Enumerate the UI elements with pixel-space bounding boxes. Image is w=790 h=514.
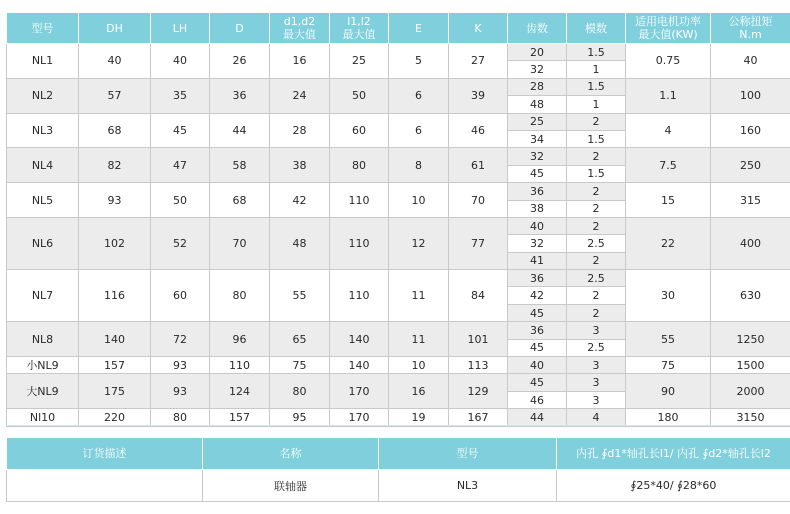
cell-l12: 25 — [330, 44, 389, 79]
spec-table — [6, 12, 790, 427]
cell-teeth: 45 — [508, 339, 567, 356]
cell-d12: 75 — [270, 357, 330, 374]
header-torque-line2: N.m — [739, 28, 762, 41]
cell-teeth: 45 — [508, 165, 567, 182]
table-row — [7, 148, 790, 165]
table-row — [7, 409, 790, 426]
cell-torque: 250 — [711, 148, 790, 183]
cell-module: 2 — [567, 287, 626, 304]
cell-teeth: 25 — [508, 113, 567, 130]
cell-torque: 2000 — [711, 374, 790, 409]
cell-e: 12 — [389, 217, 449, 269]
cell-lh: 35 — [151, 78, 210, 113]
order-header-desc: 订货描述 — [7, 438, 203, 470]
cell-module: 3 — [567, 357, 626, 374]
cell-d12: 95 — [270, 409, 330, 426]
cell-module: 2 — [567, 200, 626, 217]
cell-k: 113 — [449, 357, 508, 374]
cell-d12: 55 — [270, 270, 330, 322]
header-d: D — [210, 13, 270, 44]
cell-e: 16 — [389, 374, 449, 409]
cell-lh: 93 — [151, 374, 210, 409]
cell-d: 124 — [210, 374, 270, 409]
cell-torque: 100 — [711, 78, 790, 113]
cell-e: 11 — [389, 322, 449, 357]
cell-k: 167 — [449, 409, 508, 426]
cell-k: 61 — [449, 148, 508, 183]
header-power-line2: 最大值(KW) — [638, 28, 698, 41]
cell-module: 3 — [567, 391, 626, 408]
cell-lh: 80 — [151, 409, 210, 426]
cell-dh: 102 — [79, 217, 151, 269]
cell-e: 6 — [389, 113, 449, 148]
cell-l12: 110 — [330, 217, 389, 269]
cell-teeth: 40 — [508, 357, 567, 374]
cell-k: 77 — [449, 217, 508, 269]
cell-module: 2 — [567, 304, 626, 321]
cell-power: 75 — [626, 357, 711, 374]
order-model: NL3 — [379, 470, 557, 502]
cell-e: 8 — [389, 148, 449, 183]
header-power — [626, 13, 711, 44]
header-l12-line2: 最大值 — [342, 28, 376, 41]
cell-l12: 140 — [330, 322, 389, 357]
cell-dh: 116 — [79, 270, 151, 322]
cell-model: NL6 — [7, 217, 79, 269]
cell-k: 46 — [449, 113, 508, 148]
cell-d: 157 — [210, 409, 270, 426]
cell-torque: 400 — [711, 217, 790, 269]
order-header-name: 名称 — [203, 438, 379, 470]
cell-l12: 110 — [330, 183, 389, 218]
cell-module: 3 — [567, 374, 626, 391]
order-name: 联轴器 — [203, 470, 379, 502]
header-d12-line2: 最大值 — [283, 28, 316, 41]
cell-teeth: 40 — [508, 217, 567, 234]
table-row — [7, 322, 790, 339]
cell-teeth: 42 — [508, 287, 567, 304]
cell-k: 101 — [449, 322, 508, 357]
cell-module: 2 — [567, 183, 626, 200]
cell-d12: 16 — [270, 44, 330, 79]
cell-e: 6 — [389, 78, 449, 113]
cell-power: 180 — [626, 409, 711, 426]
cell-module: 2 — [567, 148, 626, 165]
cell-module: 3 — [567, 322, 626, 339]
header-module: 模数 — [567, 13, 626, 44]
cell-d12: 28 — [270, 113, 330, 148]
cell-teeth: 32 — [508, 148, 567, 165]
cell-torque: 40 — [711, 44, 790, 79]
cell-d12: 38 — [270, 148, 330, 183]
cell-teeth: 41 — [508, 252, 567, 269]
header-l12-line1: l1,l2 — [347, 15, 371, 28]
table-row — [7, 374, 790, 391]
cell-model: 大NL9 — [7, 374, 79, 409]
cell-power: 55 — [626, 322, 711, 357]
header-d12 — [270, 13, 330, 44]
cell-d12: 80 — [270, 374, 330, 409]
cell-d: 58 — [210, 148, 270, 183]
cell-module: 2 — [567, 113, 626, 130]
cell-d: 110 — [210, 357, 270, 374]
cell-model: 小NL9 — [7, 357, 79, 374]
cell-model: Nl10 — [7, 409, 79, 426]
order-desc — [7, 470, 203, 502]
cell-power: 22 — [626, 217, 711, 269]
cell-k: 129 — [449, 374, 508, 409]
spec-body — [7, 44, 790, 427]
order-row — [7, 470, 790, 502]
cell-power: 4 — [626, 113, 711, 148]
cell-d: 44 — [210, 113, 270, 148]
cell-module: 1.5 — [567, 78, 626, 95]
cell-teeth: 36 — [508, 183, 567, 200]
header-power-line1: 适用电机功率 — [635, 15, 701, 28]
section-divider — [6, 425, 790, 426]
table-row — [7, 217, 790, 234]
cell-teeth: 48 — [508, 96, 567, 113]
cell-teeth: 45 — [508, 304, 567, 321]
cell-power: 7.5 — [626, 148, 711, 183]
order-table — [6, 437, 790, 502]
cell-module: 2.5 — [567, 270, 626, 287]
cell-d12: 65 — [270, 322, 330, 357]
header-torque-line1: 公称扭矩 — [728, 15, 773, 28]
header-dh: DH — [79, 13, 151, 44]
order-header-model: 型号 — [379, 438, 557, 470]
cell-dh: 93 — [79, 183, 151, 218]
cell-torque: 315 — [711, 183, 790, 218]
header-teeth: 齿数 — [508, 13, 567, 44]
cell-module: 1 — [567, 96, 626, 113]
cell-power: 1.1 — [626, 78, 711, 113]
cell-l12: 170 — [330, 409, 389, 426]
cell-torque: 160 — [711, 113, 790, 148]
cell-e: 10 — [389, 357, 449, 374]
header-k: K — [449, 13, 508, 44]
cell-e: 5 — [389, 44, 449, 79]
table-row — [7, 113, 790, 130]
cell-dh: 57 — [79, 78, 151, 113]
cell-teeth: 36 — [508, 322, 567, 339]
order-bore: ∮25*40/ ∮28*60 — [557, 470, 790, 502]
cell-dh: 220 — [79, 409, 151, 426]
header-model: 型号 — [7, 13, 79, 44]
cell-module: 2 — [567, 217, 626, 234]
cell-d: 68 — [210, 183, 270, 218]
cell-l12: 140 — [330, 357, 389, 374]
table-row — [7, 44, 790, 61]
table-row — [7, 357, 790, 374]
cell-k: 84 — [449, 270, 508, 322]
cell-teeth: 45 — [508, 374, 567, 391]
cell-lh: 45 — [151, 113, 210, 148]
cell-d12: 24 — [270, 78, 330, 113]
cell-power: 30 — [626, 270, 711, 322]
cell-torque: 630 — [711, 270, 790, 322]
cell-e: 19 — [389, 409, 449, 426]
cell-k: 39 — [449, 78, 508, 113]
cell-lh: 47 — [151, 148, 210, 183]
cell-lh: 60 — [151, 270, 210, 322]
cell-model: NL7 — [7, 270, 79, 322]
cell-module: 1.5 — [567, 44, 626, 61]
cell-model: NL2 — [7, 78, 79, 113]
cell-dh: 175 — [79, 374, 151, 409]
cell-teeth: 28 — [508, 78, 567, 95]
cell-dh: 68 — [79, 113, 151, 148]
cell-teeth: 46 — [508, 391, 567, 408]
cell-model: NL3 — [7, 113, 79, 148]
cell-module: 2.5 — [567, 235, 626, 252]
cell-l12: 170 — [330, 374, 389, 409]
cell-lh: 93 — [151, 357, 210, 374]
cell-module: 1.5 — [567, 130, 626, 147]
cell-d: 26 — [210, 44, 270, 79]
table-row — [7, 183, 790, 200]
cell-model: NL5 — [7, 183, 79, 218]
table-row — [7, 270, 790, 287]
spec-header-row — [7, 13, 790, 44]
cell-model: NL4 — [7, 148, 79, 183]
cell-module: 2.5 — [567, 339, 626, 356]
cell-k: 70 — [449, 183, 508, 218]
cell-lh: 52 — [151, 217, 210, 269]
cell-lh: 40 — [151, 44, 210, 79]
cell-d12: 48 — [270, 217, 330, 269]
cell-model: NL1 — [7, 44, 79, 79]
table-row — [7, 78, 790, 95]
cell-module: 4 — [567, 409, 626, 426]
header-l12 — [330, 13, 389, 44]
cell-teeth: 44 — [508, 409, 567, 426]
cell-teeth: 34 — [508, 130, 567, 147]
cell-dh: 157 — [79, 357, 151, 374]
cell-model: NL8 — [7, 322, 79, 357]
cell-d: 80 — [210, 270, 270, 322]
cell-torque: 1250 — [711, 322, 790, 357]
header-e: E — [389, 13, 449, 44]
cell-module: 2 — [567, 252, 626, 269]
order-header-bore: 内孔 ∮d1*轴孔长l1/ 内孔 ∮d2*轴孔长l2 — [557, 438, 790, 470]
cell-l12: 110 — [330, 270, 389, 322]
cell-teeth: 20 — [508, 44, 567, 61]
cell-d: 36 — [210, 78, 270, 113]
cell-power: 15 — [626, 183, 711, 218]
cell-torque: 3150 — [711, 409, 790, 426]
cell-module: 1.5 — [567, 165, 626, 182]
cell-teeth: 38 — [508, 200, 567, 217]
cell-power: 90 — [626, 374, 711, 409]
cell-lh: 50 — [151, 183, 210, 218]
cell-lh: 72 — [151, 322, 210, 357]
cell-power: 0.75 — [626, 44, 711, 79]
cell-teeth: 36 — [508, 270, 567, 287]
cell-d: 96 — [210, 322, 270, 357]
cell-dh: 82 — [79, 148, 151, 183]
cell-torque: 1500 — [711, 357, 790, 374]
cell-teeth: 32 — [508, 61, 567, 78]
header-lh: LH — [151, 13, 210, 44]
cell-e: 11 — [389, 270, 449, 322]
cell-dh: 140 — [79, 322, 151, 357]
header-d12-line1: d1,d2 — [283, 15, 316, 28]
cell-module: 1 — [567, 61, 626, 78]
cell-d: 70 — [210, 217, 270, 269]
cell-l12: 50 — [330, 78, 389, 113]
cell-e: 10 — [389, 183, 449, 218]
header-torque — [711, 13, 790, 44]
order-header-row — [7, 438, 790, 470]
cell-d12: 42 — [270, 183, 330, 218]
cell-teeth: 32 — [508, 235, 567, 252]
cell-k: 27 — [449, 44, 508, 79]
cell-l12: 80 — [330, 148, 389, 183]
cell-dh: 40 — [79, 44, 151, 79]
cell-l12: 60 — [330, 113, 389, 148]
